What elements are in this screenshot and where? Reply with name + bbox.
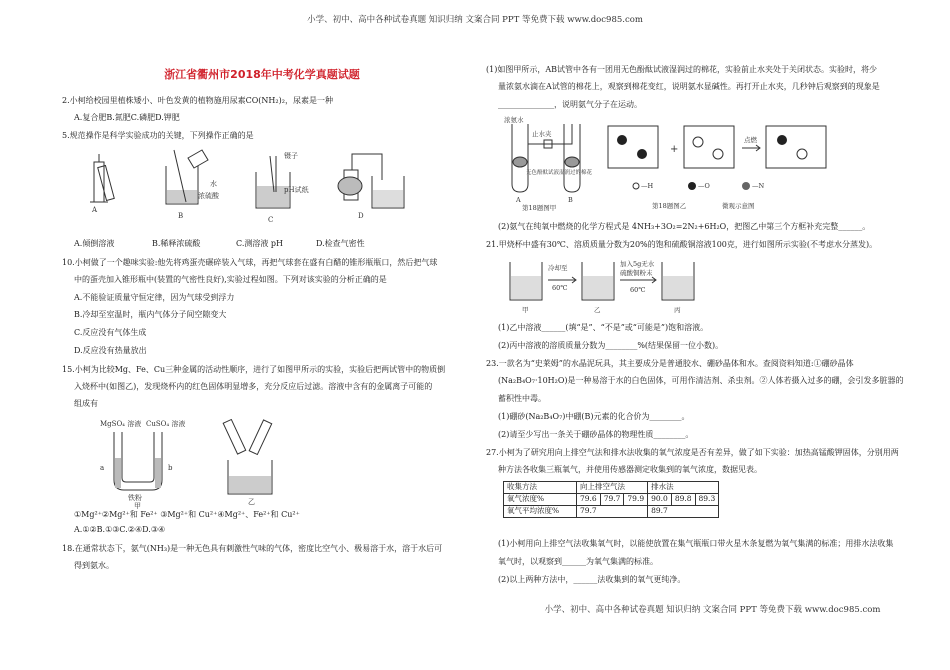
q15-fig-b: b bbox=[168, 464, 173, 472]
q18-fig-a: A bbox=[516, 196, 521, 204]
q15-fig-yi: 乙 bbox=[248, 498, 255, 506]
q21-fig-bing: 丙 bbox=[674, 306, 681, 314]
q10-option-d: D.反应没有热量放出 bbox=[74, 346, 147, 355]
page-title: 浙江省衢州市2018年中考化学真题试题 bbox=[164, 68, 360, 81]
q5-fig-label-c: C bbox=[268, 216, 274, 224]
plus-icon: + bbox=[670, 144, 679, 155]
q10-option-c: C.反应没有气体生成 bbox=[74, 328, 147, 337]
table-cell: 79.9 bbox=[624, 494, 648, 506]
q10-line-1: 10.小柯做了一个趣味实验:他先将鸡蛋壳碾碎装入气球，再把气球套在盛有白醋的锥形瓶瓶口，然后把气球 bbox=[62, 258, 438, 267]
q18-line-2: 得到氨水。 bbox=[74, 561, 114, 570]
table-cell: 89.8 bbox=[671, 494, 695, 506]
q10-option-b: B.冷却至室温时，瓶内气体分子间空隙变大 bbox=[74, 310, 227, 319]
q15-line-2: 入烧杯中(如图乙)，发现烧杯内的红色固体明显增多，充分反应后过滤。溶液中含有的金属离子可能的 bbox=[74, 382, 433, 391]
q10-option-a: A.不能验证质量守恒定律，因为气球受到浮力 bbox=[74, 293, 235, 302]
q18-legend-o: —O bbox=[698, 182, 710, 190]
q27-q2: (2)以上两种方法中，______法收集到的氧气更纯净。 bbox=[498, 575, 686, 584]
q5-fig-a bbox=[90, 154, 114, 202]
q5-option-d: D.检查气密性 bbox=[316, 239, 365, 248]
q23-q1: (1)硼砂(Na₂B₄O₇)中硼(B)元素的化合价为________。 bbox=[498, 412, 690, 421]
table-cell: 79.6 bbox=[577, 494, 601, 506]
q21-fig-yi: 乙 bbox=[594, 306, 601, 314]
q18-1-line-1: (1)如图甲所示，AB试管中各有一团用无色酚酞试液湿润过的棉花，实验前止水夹处于关闭状态。实验时，将少 bbox=[486, 65, 877, 74]
q27-data-table bbox=[503, 481, 719, 518]
q18-fig-ignite: 点燃 bbox=[744, 136, 757, 144]
q5-fig-label-acid: 浓硫酸 bbox=[198, 192, 219, 200]
q15-fig-iron: 铁粉 bbox=[128, 494, 142, 502]
q21-stem: 21.甲烧杯中盛有30℃、溶质质量分数为20%的饱和硫酸铜溶液100克，进行如图所示实验(不考虑水分蒸发)。 bbox=[486, 240, 878, 249]
table-cell: 89.3 bbox=[695, 494, 719, 506]
q15-figure bbox=[88, 414, 328, 510]
q15-fig-a: a bbox=[100, 464, 105, 472]
q27-line-2: 种方法各收集三瓶氧气，并使用传感器测定收集到的氧气浓度，数据见表。 bbox=[498, 465, 762, 474]
table-cell: 89.7 bbox=[648, 506, 719, 518]
q2-options: A.复合肥B.氮肥C.磷肥D.钾肥 bbox=[74, 113, 180, 122]
q15-options: A.①②B.①③C.②④D.③④ bbox=[74, 525, 166, 534]
q15-line-3: 组成有 bbox=[74, 399, 98, 408]
table-row bbox=[504, 482, 719, 494]
q18-figure bbox=[502, 114, 852, 212]
q18-fig-ammonia: 浓氨水 bbox=[504, 116, 524, 124]
page-footer: 小学、初中、高中各种试卷真题 知识归纳 文案合同 PPT 等免费下载 www.doc985.com bbox=[544, 605, 881, 615]
q27-line-1: 27.小柯为了研究用向上排空气法和排水法收集的氧气浓度是否有差异，做了如下实验：加热高锰酸钾固体，分别用两 bbox=[486, 448, 899, 457]
q21-fig-jia: 甲 bbox=[522, 306, 529, 314]
table-row bbox=[504, 494, 719, 506]
q18-fig-micro: 微观示意图 bbox=[722, 202, 755, 210]
q18-fig-b: B bbox=[568, 196, 573, 204]
q21-q2: (2)丙中溶液的溶质质量分数为________%(结果保留一位小数)。 bbox=[498, 341, 724, 350]
q23-line-1: 23.一款名为“史莱姆”的水晶泥玩具，其主要成分是普通胶水、硼砂晶体和水。查阅资料知道:①硼砂晶体 bbox=[486, 359, 854, 368]
q5-stem: 5.规范操作是科学实验成功的关键，下列操作正确的是 bbox=[62, 131, 254, 140]
q5-fig-label-tweezers: 镊子 bbox=[284, 152, 298, 160]
q21-fig-temp1: 60℃ bbox=[552, 284, 568, 292]
q27-q1-line-1: (1)小柯用向上排空气法收集氧气时，以能使放置在集气瓶瓶口带火星木条复燃为氧气集满的标准；用排水法收集 bbox=[498, 539, 894, 548]
table-cell: 向上排空气法 bbox=[577, 482, 648, 494]
table-cell: 90.0 bbox=[648, 494, 672, 506]
table-cell: 79.7 bbox=[577, 506, 648, 518]
q18-1-line-3: ______________，说明氨气分子在运动。 bbox=[498, 100, 642, 109]
table-cell: 氧气浓度% bbox=[504, 494, 577, 506]
q21-fig-temp2: 60℃ bbox=[630, 286, 646, 294]
q18-fig-clamp: 止水夹 bbox=[532, 130, 552, 138]
table-cell: 氧气平均浓度% bbox=[504, 506, 577, 518]
q5-fig-label-b: B bbox=[178, 212, 184, 220]
q15-choices: ①Mg²⁺②Mg²⁺和 Fe²⁺ ③Mg²⁺和 Cu²⁺④Mg²⁺、Fe²⁺和 Cu²⁺ bbox=[74, 510, 300, 519]
q18-fig-caption-jia: 第18题图甲 bbox=[522, 204, 557, 212]
q21-fig-cool: 冷却至 bbox=[548, 264, 568, 272]
q2-stem: 2.小柯给校园里植株矮小、叶色发黄的植物施用尿素CO(NH₂)₂，尿素是一种 bbox=[62, 96, 333, 105]
q15-fig-jia: 甲 bbox=[134, 502, 141, 510]
table-cell: 收集方法 bbox=[504, 482, 577, 494]
q5-fig-c bbox=[256, 156, 290, 208]
q15-line-1: 15.小柯为比较Mg、Fe、Cu三种金属的活动性顺序，进行了如图甲所示的实验，实验后把两试管中的物质倒 bbox=[62, 365, 446, 374]
q21-q1: (1)乙中溶液______(填“是”、“不是”或“可能是”)饱和溶液。 bbox=[498, 323, 709, 332]
q23-line-2: (Na₂B₄O₇·10H₂O)是一种易溶于水的白色固体，可用作清洁剂、杀虫剂。②人体若摄入过多的硼，会引发多脏器的 bbox=[498, 376, 904, 385]
q18-line-1: 18.在通常状态下，氨气(NH₃)是一种无色具有刺激性气味的气体，密度比空气小、极易溶于水，溶于水后可 bbox=[62, 544, 443, 553]
page-header: 小学、初中、高中各种试卷真题 知识归纳 文案合同 PPT 等免费下载 www.doc985.com bbox=[307, 15, 643, 25]
q15-fig-cuso4: CuSO₄ 溶液 bbox=[146, 420, 186, 428]
q5-lab-figure bbox=[88, 146, 418, 228]
q15-fig-mgso4: MgSO₄ 溶液 bbox=[100, 420, 142, 428]
q23-q2: (2)请至少写出一条关于硼砂晶体的物理性质________。 bbox=[498, 430, 694, 439]
q5-option-c: C.测溶液 pH bbox=[236, 239, 284, 248]
q5-fig-label-a: A bbox=[92, 206, 98, 214]
table-cell: 排水法 bbox=[648, 482, 719, 494]
q5-option-a: A.倾倒溶液 bbox=[74, 239, 115, 248]
table-cell: 79.7 bbox=[600, 494, 624, 506]
q27-q1-line-2: 氧气时，以观察到______为氧气集满的标准。 bbox=[498, 557, 658, 566]
q5-fig-label-water: 水 bbox=[210, 180, 217, 188]
q18-1-line-2: 量浓氨水滴在A试管的棉花上，观察到棉花变红，说明氨水显碱性。再打开止水夹，几秒钟后观察到的现象是 bbox=[498, 82, 880, 91]
q5-fig-label-ph-paper: pH试纸 bbox=[284, 186, 309, 194]
q5-option-b: B.稀释浓硫酸 bbox=[152, 239, 201, 248]
q21-figure bbox=[506, 254, 706, 316]
q5-fig-d bbox=[338, 154, 404, 208]
table-row bbox=[504, 506, 719, 518]
q10-line-2: 中的蛋壳加入锥形瓶中(装置的气密性良好),实验过程如图。下列对该实验的分析正确的是 bbox=[74, 275, 387, 284]
q18-fig-cotton: 无色酚酞试液湿润过的棉花 bbox=[526, 170, 593, 176]
q21-fig-add: 加入5g无水 bbox=[620, 260, 655, 268]
q23-line-3: 蓄积性中毒。 bbox=[498, 394, 546, 403]
q21-fig-powder: 硫酸铜粉末 bbox=[620, 269, 653, 277]
q5-fig-label-d: D bbox=[358, 212, 364, 220]
q18-legend-n: —N bbox=[752, 182, 765, 190]
q18-legend-h: —H bbox=[641, 182, 654, 190]
q18-fig-caption-yi: 第18题图乙 bbox=[652, 202, 687, 210]
q18-2: (2)氨气在纯氧中燃烧的化学方程式是 4NH₃+3O₂=2N₂+6H₂O，把图乙中第三个方框补充完整______。 bbox=[498, 222, 871, 231]
